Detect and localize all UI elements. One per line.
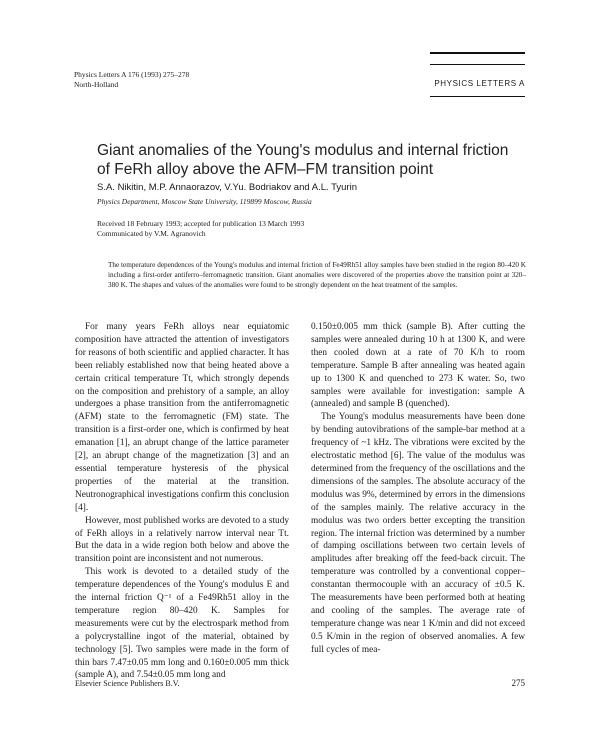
page-number: 275 [511, 678, 525, 688]
body-column-left [75, 321, 289, 682]
paragraph: This work is devoted to a detailed study of the temperature dependences of the Young's modulus E and the internal friction Q⁻¹ of a Fe49Rh51 alloy in the temperature region 80–420 K. Samples for measurements were cut by the electrospark method from a polycrystalline ingot of the material, obtained by technology [5]. Two samples were made in the form of thin bars 7.47±0.05 mm long and 0.160±0.005 mm thick (sample A), and 7.54±0.05 mm long and [75, 567, 289, 681]
received-date: Received 18 February 1993; accepted for publication 13 March 1993 [97, 219, 305, 228]
paragraph: The Young's modulus measurements have been done by bending autovibrations of the sample-bar method at a frequency of ~1 kHz. The vibrations were excited by the electrostatic method [6]. The value of the modulus was determined from the frequency of the oscillations and the dimensions of the samples. The absolute accuracy of the modulus was 9%, determined by errors in the dimensions of the samples mainly. The relative accuracy in the modulus was two orders better excepting the transition region. The internal friction was determined by a number of damping oscillations between two certain levels of amplitudes after breaking off the feed-back circuit. The temperature was controlled by a conventional copper–constantan thermocouple with an accuracy of ±0.5 K. The measurements have been performed both at heating and cooling of the samples. The average rate of temperature change was near 1 K/min and did not exceed 0.5 K/min in the region of observed anomalies. A few full cycles of mea- [311, 412, 525, 655]
paragraph: However, most published works are devoted to a study of FeRh alloys in a relatively narrow interval near Tt. But the data in a wide region both below and above the transition point are inconsistent and not numerous. [75, 515, 289, 565]
authors: S.A. Nikitin, M.P. Annaorazov, V.Yu. Bodriakov and A.L. Tyurin [97, 182, 357, 193]
title-line-2: of FeRh alloy above the AFM–FM transition point [97, 161, 433, 178]
publisher-location: North-Holland [74, 80, 119, 89]
paragraph: For many years FeRh alloys near equiatomic composition have attracted the attention of investigators for reasons of both scientific and applied character. It has been reliably established now that being heated above a certain critical temperature Tt, which strongly depends on the composition and prehistory of a sample, an alloy undergoes a phase transition from the antiferromagnetic (AFM) state to the ferromagnetic (FM) state. The transition is a first-order one, which is confirmed by heat emanation [1], an abrupt change of the lattice parameter [2], an abrupt change of the magnetization [3] and an essential temperature hysteresis of the physical properties of the material at the transition. Neutronographical investigations confirm this conclusion [4]. [75, 322, 289, 513]
communicated-by: Communicated by V.M. Agranovich [97, 229, 206, 238]
abstract: The temperature dependences of the Young's modulus and internal friction of Fe49Rh51 alloy samples have been studied in the region 80–420 K including a first-order antiferro–ferromagnetic transition. Giant anomalies were discovered of the properties above the transition point at 320–380 K. The shapes and values of the anomalies were found to be strongly dependent on the heat treatment of the samples. [108, 261, 526, 289]
citation: Physics Letters A 176 (1993) 275–278 [74, 70, 190, 79]
affiliation: Physics Department, Moscow State University, 119899 Moscow, Russia [97, 197, 312, 206]
title-line-1: Giant anomalies of the Young's modulus and internal friction [97, 142, 509, 159]
citation-block [74, 70, 189, 90]
footer-publisher: Elsevier Science Publishers B.V. [75, 679, 180, 688]
body-column-right [311, 321, 525, 657]
header-rule-bottom [430, 96, 525, 97]
paragraph: 0.150±0.005 mm thick (sample B). After cutting the samples were annealed during 10 h at 1300 K, and were then cooled down at a rate of 70 K/h to room temperature. Sample B after annealing was heated again up to 1300 K and quenched to 273 K water. So, two samples were available for investigation: sample A (annealed) and sample B (quenched). [311, 322, 525, 410]
article-title [97, 141, 517, 179]
journal-name: PHYSICS LETTERS A [434, 79, 525, 88]
header-rule-mid [430, 64, 525, 65]
received-block [97, 219, 304, 239]
header-rule-top [430, 52, 525, 54]
